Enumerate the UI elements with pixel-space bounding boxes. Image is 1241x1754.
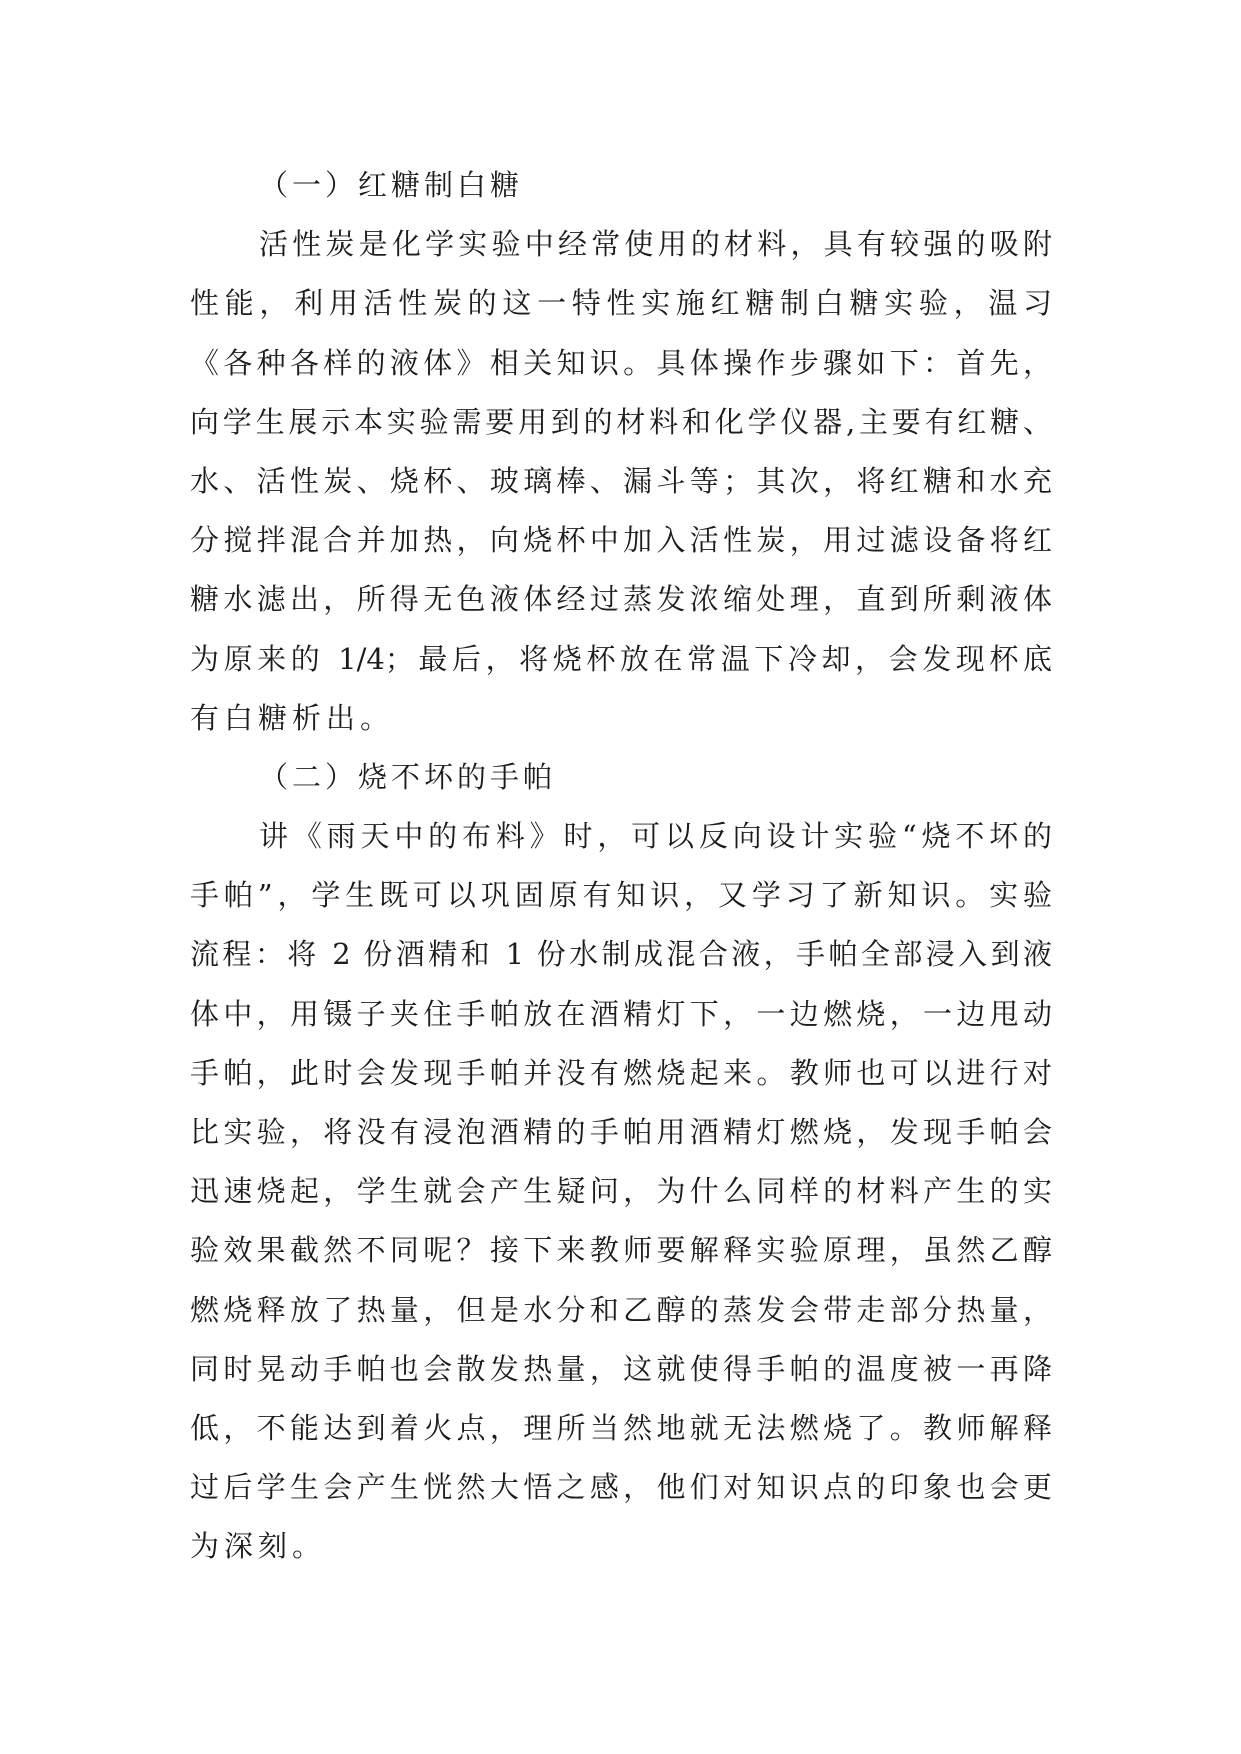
section-2	[190, 748, 1052, 1577]
paragraph-line: 过后学生会产生恍然大悟之感，他们对知识点的印象也会更	[190, 1470, 1052, 1505]
paragraph-line: 分搅拌混合并加热，向烧杯中加入活性炭，用过滤设备将红	[190, 523, 1052, 558]
paragraph-line: 有白糖析出。	[190, 700, 395, 735]
paragraph	[190, 807, 1052, 1576]
paragraph-line: 向学生展示本实验需要用到的材料和化学仪器,主要有红糖、	[190, 404, 1052, 439]
paragraph-line: 手帕”，学生既可以巩固原有知识，又学习了新知识。实验	[190, 878, 1052, 913]
paragraph	[190, 215, 1052, 748]
paragraph-line: 迅速烧起，学生就会产生疑问，为什么同样的材料产生的实	[190, 1174, 1052, 1209]
section-1	[190, 156, 1052, 748]
paragraph-line: 燃烧释放了热量，但是水分和乙醇的蒸发会带走部分热量，	[190, 1292, 1052, 1327]
paragraph-line: 低，不能达到着火点，理所当然地就无法燃烧了。教师解释	[190, 1410, 1052, 1445]
section-heading: （一）红糖制白糖	[259, 168, 524, 202]
paragraph-line: 水、活性炭、烧杯、玻璃棒、漏斗等；其次，将红糖和水充	[190, 463, 1052, 498]
paragraph-line: 为深刻。	[190, 1529, 327, 1564]
paragraph-line: 同时晃动手帕也会散发热量，这就使得手帕的温度被一再降	[190, 1351, 1052, 1386]
paragraph-line: 糖水滤出，所得无色液体经过蒸发浓缩处理，直到所剩液体	[190, 582, 1052, 617]
paragraph-line: 验效果截然不同呢？接下来教师要解释实验原理，虽然乙醇	[190, 1233, 1052, 1268]
paragraph-line: 比实验，将没有浸泡酒精的手帕用酒精灯燃烧，发现手帕会	[190, 1115, 1052, 1149]
paragraph-line: 体中，用镊子夹住手帕放在酒精灯下，一边燃烧，一边甩动	[190, 996, 1052, 1031]
document-body	[190, 156, 1052, 1577]
paragraph-line: 活性炭是化学实验中经常使用的材料，具有较强的吸附	[259, 227, 1052, 262]
paragraph-line: 流程：将 2 份酒精和 1 份水制成混合液，手帕全部浸入到液	[190, 937, 1052, 972]
paragraph-line: 手帕，此时会发现手帕并没有燃烧起来。教师也可以进行对	[190, 1055, 1052, 1090]
paragraph-line: 性能，利用活性炭的这一特性实施红糖制白糖实验，温习	[190, 286, 1052, 321]
paragraph-line: 《各种各样的液体》相关知识。具体操作步骤如下：首先，	[190, 345, 1052, 380]
section-heading: （二）烧不坏的手帕	[259, 759, 557, 794]
paragraph-line: 讲《雨天中的布料》时，可以反向设计实验“烧不坏的	[259, 819, 1052, 854]
paragraph-line: 为原来的 1/4；最后，将烧杯放在常温下冷却，会发现杯底	[190, 641, 1052, 676]
